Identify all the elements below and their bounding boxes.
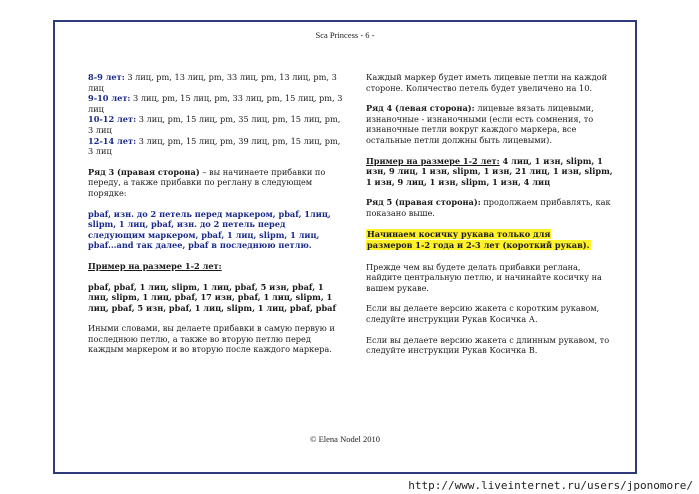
size-line [88, 136, 343, 157]
row3-pattern: pbaf, изн. до 2 петель перед маркером, pbaf, 1лиц, slipm, 1 лиц, pbaf, изн. до 2 петель перед следующим маркером, pbaf, 1 лиц, slipm, 1 лиц, pbaf...and так далее, pbaf в последнюю петлю. [88, 208, 331, 251]
page-frame [53, 20, 637, 474]
highlight-line-2: размеров 1-2 года и 2-3 лет (короткий рукав). [367, 240, 590, 251]
sleeve-paragraph-2: Если вы делаете версию жакета с коротким рукавом, следуйте инструкции Рукав Косичка А. [366, 303, 600, 324]
size-text: 3 лиц, pm, 15 лиц, pm, 35 лиц, pm, 15 лиц, pm, 3 лиц [88, 114, 341, 135]
highlight-line-1: Начинаем косичку рукава только для [367, 228, 551, 239]
row5-paragraph [366, 197, 614, 218]
size-line [88, 93, 343, 114]
row5-label: Ряд 5 (правая сторона): [366, 197, 481, 208]
row4-text: лицевые вязать лицевыми, изнаночные - изнаночными (если есть сомнения, то изнаночные петли вокруг каждого маркера, все остальные петли должны быть лицевыми). [366, 103, 594, 145]
row5-text: продолжаем прибавлять, как показано выше. [366, 197, 611, 218]
example-paragraph-right [366, 156, 614, 188]
size-text: 3 лиц, pm, 13 лиц, pm, 33 лиц, pm, 13 лиц, pm, 3 лиц [88, 72, 337, 93]
highlight-block [366, 229, 614, 252]
size-label: 12-14 лет: [88, 135, 137, 146]
left-column [88, 72, 343, 365]
example-heading-right: Пример на размере 1-2 лет: [366, 155, 500, 166]
size-label: 8-9 лет: [88, 72, 125, 82]
row4-paragraph [366, 103, 614, 145]
size-label: 10-12 лет: [88, 114, 137, 125]
example-heading-left: Пример на размере 1-2 лет: [88, 260, 222, 271]
size-list [88, 72, 343, 157]
row3-text: – вы начинаете прибавки по переду, а также прибавки по реглану в следующем порядке: [88, 166, 326, 198]
row3-label: Ряд 3 (правая сторона) [88, 166, 200, 177]
size-text: 3 лиц, pm, 15 лиц, pm, 39 лиц, pm, 15 лиц, pm, 3 лиц [88, 135, 341, 157]
closing-paragraph: Иными словами, вы делаете прибавки в самую первую и последнюю петлю, а также во вторую петлю перед каждым маркером и во вторую после каждого маркера. [88, 323, 335, 355]
row3-paragraph [88, 167, 343, 199]
sleeve-paragraph-1: Прежде чем вы будете делать прибавки реглана, найдите центральную петлю, и начинайте косичку на вашем рукаве. [366, 261, 602, 293]
example-text-right: 4 лиц, 1 изн, slipm, 1 изн, 9 лиц, 1 изн, slipm, 1 изн, 21 лиц, 1 изн, slipm, 1 изн, 9 лиц, 1 изн, slipm, 1 изн, 4 лиц [366, 155, 613, 187]
page-footer: © Elena Nodel 2010 [310, 434, 380, 444]
page-header: Sca Princess - 6 - [315, 30, 375, 40]
row4-label: Ряд 4 (левая сторона): [366, 103, 475, 114]
sleeve-paragraph-3: Если вы делаете версию жакета с длинным рукавом, то следуйте инструкции Рукав Косичка В. [366, 334, 610, 356]
size-label: 9-10 лет: [88, 93, 131, 104]
size-line [88, 114, 343, 135]
size-line [88, 72, 343, 93]
intro-paragraph: Каждый маркер будет иметь лицевые петли на каждой стороне. Количество петель будет увеличено на 10. [366, 72, 608, 93]
source-url-watermark: http://www.liveinternet.ru/users/jponomore/ [408, 479, 693, 492]
example-text-left: pbaf, pbaf, 1 лиц, slipm, 1 лиц, pbaf, 5 изн, pbaf, 1 лиц, slipm, 1 лиц, pbaf, 17 изн, pbaf, 1 лиц, slipm, 1 лиц, pbaf, 5 изн, pbaf, 1 лиц, slipm, 1 лиц, pbaf, pbaf [88, 281, 337, 313]
right-column [366, 72, 614, 366]
size-text: 3 лиц, pm, 15 лиц, pm, 33 лиц, pm, 15 лиц, pm, 3 лиц [88, 93, 343, 114]
